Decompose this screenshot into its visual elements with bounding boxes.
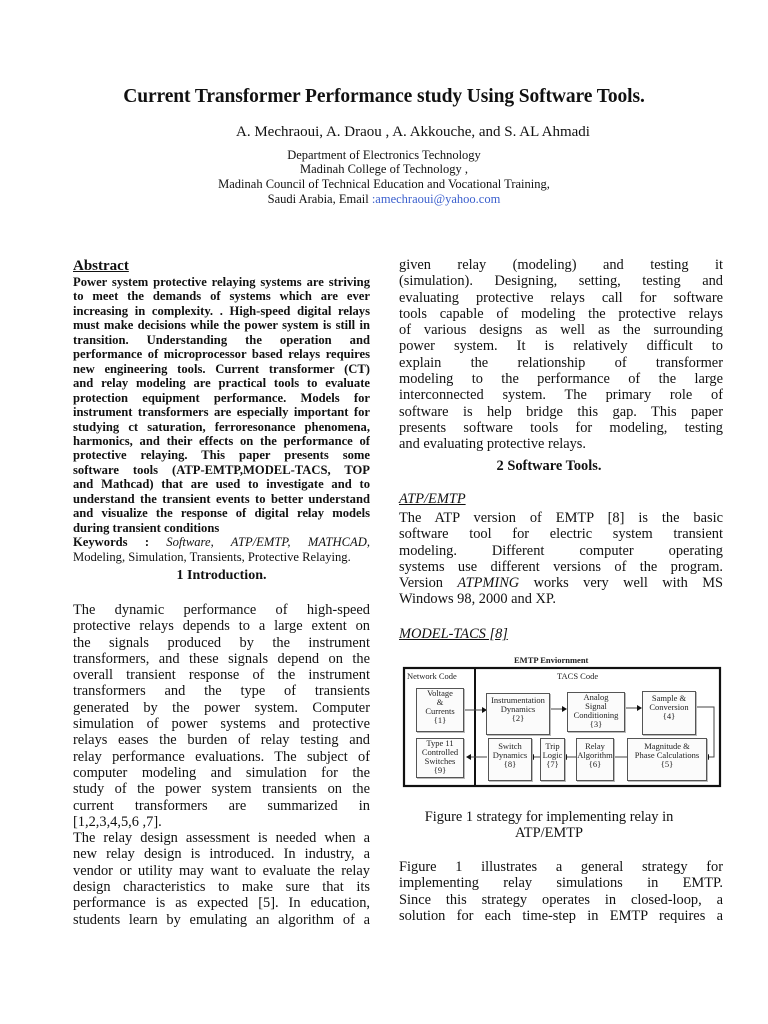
intro-line: generated by the power system. Computer [73, 699, 370, 716]
right-intro-line: of various designs as well as the surrounding [399, 322, 723, 339]
block-type11-controlled-switches: Type 11 Controlled Switches {9} [416, 738, 464, 778]
block-relay-algorithm: Relay Algorithm {6} [576, 738, 614, 781]
intro-line: performance is as expected [5]. In education, [73, 895, 370, 912]
block-voltage-currents: Voltage & Currents {1} [416, 688, 464, 732]
intro-line: The relay design assessment is needed when a [73, 830, 370, 847]
abstract-heading: Abstract [73, 258, 129, 274]
abstract-line: protection equipment performance. Models for [73, 390, 370, 405]
block-analog-signal-conditioning: Analog Signal Conditioning {3} [567, 692, 625, 732]
network-code-label: Network Code [407, 671, 457, 681]
affiliation-college: Madinah College of Technology , [300, 162, 468, 176]
keywords-italic: Software, ATP/EMTP, MATHCAD, [166, 535, 370, 550]
block-trip-logic: Trip Logic {7} [540, 738, 565, 781]
abstract-line: new engineering tools. Current transformer (CT) [73, 361, 370, 376]
keywords-line [73, 535, 370, 549]
abstract-line: and visualize the response of digital relay models [73, 506, 370, 521]
intro-line: new relay design is introduced. In industry, a [73, 846, 370, 863]
abstract-line: protective relaying. This paper presents some [73, 448, 370, 463]
atp-line: systems use different versions of the program. [399, 558, 723, 575]
atp-line5-post: works very well with MS [519, 575, 723, 592]
abstract-line: during transient conditions [73, 520, 220, 535]
right-intro-line: and evaluating protective relays. [399, 436, 587, 453]
intro-line: overall transient response of the instrument [73, 667, 370, 684]
block-switch-dynamics: Switch Dynamics {8} [488, 738, 532, 781]
introduction-heading: 1 Introduction. [176, 568, 267, 583]
tacs-code-label: TACS Code [557, 671, 599, 681]
right-intro-line: power system. It is relatively difficult to [399, 338, 723, 355]
abstract-line: software tools (ATP-EMTP,MODEL-TACS, TOP [73, 462, 370, 477]
right-intro-body [399, 257, 723, 453]
intro-line: relays eases the burden of relay testing and [73, 732, 370, 749]
abstract-line: instrument transformers are especially important for [73, 405, 370, 420]
intro-line: The dynamic performance of high-speed [73, 602, 370, 618]
block-instrumentation-dynamics: Instrumentation Dynamics {2} [486, 693, 550, 735]
intro-line: vendor or utility may want to evaluate the relay [73, 862, 370, 879]
atp-line: Windows 98, 2000 and XP. [399, 591, 556, 608]
keywords-rest: Modeling, Simulation, Transients, Protective Relaying. [73, 549, 351, 564]
abstract-line: transition. Understanding the operation and [73, 332, 370, 347]
emtp-environment-label: EMTP Enviornment [514, 655, 589, 665]
abstract-body [73, 275, 370, 564]
intro-line: computer modeling and simulation for the [73, 764, 370, 781]
intro-line: simulation of power systems and protective [73, 716, 370, 733]
country-label: Saudi Arabia, Email [267, 192, 372, 206]
keywords-label: Keywords : [73, 535, 150, 550]
figure-1-caption [399, 809, 699, 842]
abstract-line: and relay modeling are practical tools to evaluate [73, 376, 370, 391]
intro-line: relay performance evaluations. The subject of [73, 748, 370, 765]
abstract-line: and Mathcad) that are used to investigate and to [73, 477, 370, 492]
affiliation-department: Department of Electronics Technology [287, 148, 481, 162]
atp-emtp-subheading: ATP/EMTP [399, 491, 466, 507]
intro-line: protective relays depends to a large extent on [73, 618, 370, 635]
figure-1-description [399, 859, 723, 924]
right-intro-line: presents software tools for modeling, testing [399, 419, 723, 436]
caption-line-1: Figure 1 strategy for implementing relay in [424, 809, 674, 825]
fig-text-line: implementing relay simulations in EMTP. [399, 875, 723, 892]
email-link[interactable]: :amechraoui@yahoo.com [371, 192, 501, 206]
intro-line: study of the power system transients on the [73, 781, 370, 798]
right-intro-line: interconnected system. The primary role of [399, 387, 723, 404]
right-intro-line: tools capable of modeling the protective relays [399, 305, 723, 322]
intro-line: design characteristics to make sure that its [73, 879, 370, 896]
right-intro-line: modeling to the performance of the large [399, 371, 723, 388]
intro-line: current transformers are summarized in [73, 797, 370, 814]
abstract-line: understand the transient events to better understand [73, 491, 370, 506]
block-magnitude-phase-calculations: Magnitude & Phase Calculations {5} [627, 738, 707, 781]
fig-text-line: Figure 1 illustrates a general strategy for [399, 859, 723, 875]
right-intro-line: software is help bridge this gap. This paper [399, 403, 723, 420]
intro-line: [1,2,3,4,5,6 ,7]. [73, 813, 162, 830]
software-tools-heading: 2 Software Tools. [496, 458, 602, 474]
fig-text-line: Since this strategy operates in closed-loop, a [399, 891, 723, 908]
intro-line: students learn by emulating an algorithm of a [73, 911, 370, 928]
abstract-line: studying ct saturation, ferroresonance phenomena, [73, 419, 370, 434]
figure-1-diagram [402, 654, 724, 790]
right-intro-line: given relay (modeling) and testing it [399, 257, 723, 273]
abstract-line: harmonics, and their effects on the performance of [73, 433, 370, 448]
paper-title: Current Transformer Performance study Using Software Tools. [123, 86, 645, 107]
model-tacs-subheading: MODEL-TACS [8] [399, 626, 508, 642]
atpming-term: ATPMING [457, 575, 520, 592]
atp-emtp-body [399, 510, 723, 608]
block-sample-conversion: Sample & Conversion {4} [642, 691, 696, 735]
abstract-line: increasing in complexity. . High-speed digital relays [73, 303, 370, 318]
atp-line: software tool for electric system transient [399, 526, 723, 543]
affiliation-council: Madinah Council of Technical Education and Vocational Training, [218, 177, 550, 191]
intro-line: transformers, and these signals depend on the [73, 650, 370, 667]
abstract-line: must make decisions while the power system is still in [73, 318, 370, 333]
atp-line: modeling. Different computer operating [399, 542, 723, 559]
authors: A. Mechraoui, A. Draou , A. Akkouche, and S. AL Ahmadi [236, 124, 590, 140]
atp-line [399, 575, 723, 591]
atp-line5-pre: Version [399, 575, 458, 592]
atp-line: The ATP version of EMTP [8] is the basic [399, 510, 723, 526]
intro-line: the signals produced by the instrument [73, 634, 370, 651]
affiliation-country-email [0, 192, 768, 207]
introduction-body [73, 602, 370, 928]
abstract-line: to meet the demands of systems which are ever [73, 289, 370, 304]
abstract-line: performance of microprocessor based relays requires [73, 347, 370, 362]
intro-line: transformers and the type of transients [73, 683, 370, 700]
right-intro-line: evaluating protective relays call for software [399, 289, 723, 306]
abstract-line: Power system protective relaying systems are striving [73, 275, 370, 289]
caption-line-2: ATP/EMTP [515, 825, 583, 842]
right-intro-line: explain the relationship of transformer [399, 354, 723, 371]
fig-text-line: solution for each time-step in EMTP requires a [399, 907, 723, 924]
right-intro-line: (simulation). Designing, setting, testing and [399, 273, 723, 290]
